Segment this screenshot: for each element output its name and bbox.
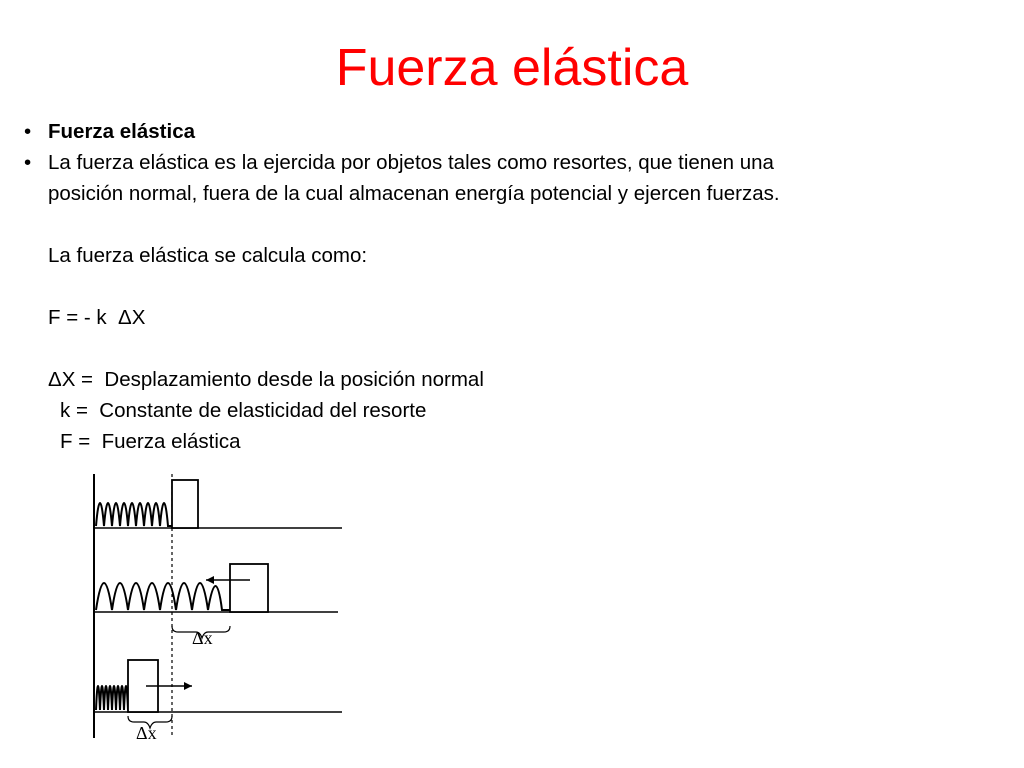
bullet-list: [24, 116, 984, 457]
description-line-1: La fuerza elástica es la ejercida por objetos tales como resortes, que tienen una: [48, 151, 774, 174]
formula: F = - k ΔX: [48, 306, 146, 329]
definition-f: F = Fuerza elástica: [60, 430, 241, 453]
mass-block-normal: [172, 480, 198, 528]
bullet-heading-text: Fuerza elástica: [48, 120, 195, 143]
description-line-2: posición normal, fuera de la cual almacenan energía potencial y ejercen fuerzas.: [48, 182, 780, 205]
spring-coil-stretched: [96, 583, 230, 610]
arrowhead-right-icon: [184, 682, 192, 690]
definition-k: k = Constante de elasticidad del resorte: [60, 399, 427, 422]
spring-row-normal: [94, 480, 342, 528]
bullet-marker: •: [24, 120, 32, 143]
delta-x-label-compressed: Δx: [136, 723, 157, 743]
spacer: [48, 209, 984, 240]
bullet-item-heading: [24, 116, 984, 147]
spring-coil-compressed: [96, 686, 128, 710]
formula-intro: La fuerza elástica se calcula como:: [48, 244, 368, 267]
delta-x-label-stretched: Δx: [192, 628, 213, 648]
spring-row-compressed: [94, 660, 342, 743]
bullet-item-description: [24, 147, 984, 457]
slide-title: Fuerza elástica: [335, 39, 689, 97]
bullet-description-body: [48, 147, 984, 457]
spring-diagram: [80, 466, 360, 746]
spacer: [48, 333, 984, 364]
definition-delta-x: ΔX = Desplazamiento desde la posición normal: [48, 368, 484, 391]
spacer: [48, 271, 984, 302]
arrowhead-left-icon: [206, 576, 214, 584]
spring-row-stretched: [94, 564, 338, 648]
spring-diagram-svg: [80, 466, 360, 746]
mass-block-stretched: [230, 564, 268, 612]
spring-coil-normal: [96, 503, 172, 526]
bullet-marker: •: [24, 151, 32, 174]
